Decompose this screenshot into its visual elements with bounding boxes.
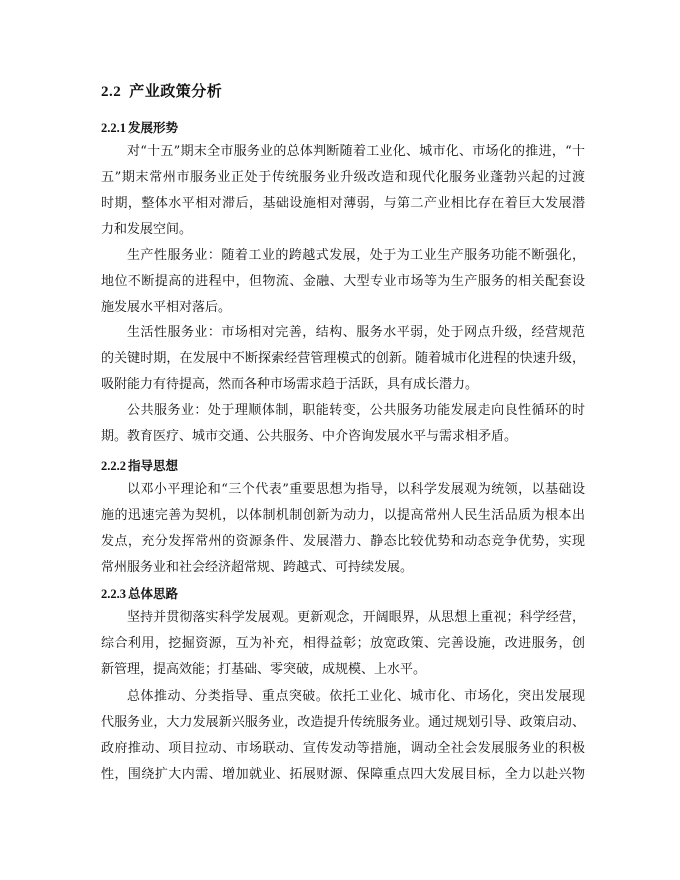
paragraph-line: 吸附能力有待提高，然而各种市场需求趋于活跃，具有成长潜力。 [101, 377, 479, 392]
paragraph-line: 以邓小平理论和“三个代表”重要思想为指导，以科学发展观为统领，以基础设 [127, 482, 585, 497]
paragraph-line: 坚持并贯彻落实科学发展观。更新观念，开阔眼界，从思想上重视；科学经营， [127, 610, 585, 625]
paragraph-line: 公共服务业：处于理顺体制，职能转变，公共服务功能发展走向良性循环的时 [127, 403, 585, 418]
paragraph-line: 生活性服务业：市场相对完善，结构、服务水平弱，处于网点升级，经营规范 [127, 325, 585, 340]
paragraph-overall-promotion [101, 684, 585, 788]
paragraph-line: 的关键时期，在发展中不断探索经营管理模式的创新。随着城市化进程的快速升级， [101, 351, 585, 366]
subsection-title: 指导思想 [128, 458, 179, 473]
paragraph-life-services [101, 320, 585, 398]
paragraph-line: 性，围绕扩大内需、增加就业、拓展财源、保障重点四大发展目标，全力以赴兴物 [101, 767, 585, 782]
subsection-title: 总体思路 [128, 586, 179, 601]
paragraph-line: 五”期末常州市服务业正处于传统服务业升级改造和现代化服务业蓬勃兴起的过渡 [101, 170, 585, 185]
paragraph-line: 新管理，提高效能；打基础、零突破，成规模、上水平。 [101, 662, 427, 677]
paragraph-line: 总体推动、分类指导、重点突破。依托工业化、城市化、市场化，突出发展现 [127, 689, 585, 704]
section-title: 产业政策分析 [129, 82, 223, 100]
paragraph-line: 代服务业，大力发展新兴服务业，改造提升传统服务业。通过规划引导、政策启动、 [101, 715, 585, 730]
paragraph-line: 时期，整体水平相对滞后，基础设施相对薄弱，与第二产业相比存在着巨大发展潜 [101, 196, 585, 211]
paragraph-line: 施的迅速完善为契机，以体制机制创新为动力，以提高常州人民生活品质为根本出 [101, 508, 585, 523]
paragraph-line: 政府推动、项目拉动、市场联动、宣传发动等措施，调动全社会发展服务业的积极 [101, 741, 585, 756]
paragraph-line: 发点，充分发挥常州的资源条件、发展潜力、静态比较优势和动态竞争优势，实现 [101, 534, 585, 549]
paragraph-guiding-ideology [101, 477, 585, 581]
paragraph-productive-services [101, 243, 585, 321]
subsection-heading-overall-approach [101, 584, 178, 602]
section-number: 2.2 [101, 84, 122, 100]
subsection-heading-development-situation [101, 118, 178, 136]
section-heading [101, 80, 222, 101]
subsection-number: 2.2.1 [101, 121, 126, 135]
paragraph-line: 地位不断提高的进程中，但物流、金融、大型专业市场等为生产服务的相关配套设 [101, 274, 585, 289]
paragraph-line: 力和发展空间。 [101, 222, 193, 237]
paragraph-line: 施发展水平相对落后。 [101, 300, 232, 315]
paragraph-line: 常州服务业和社会经济超常规、跨越式、可持续发展。 [101, 560, 414, 575]
paragraph-line: 综合利用，挖掘资源，互为补充，相得益彰；放宽政策、完善设施，改进服务，创 [101, 636, 585, 651]
paragraph-line: 对“十五”期末全市服务业的总体判断随着工业化、城市化、市场化的推进，“十 [127, 144, 585, 159]
subsection-title: 发展形势 [128, 120, 179, 135]
paragraph-line: 期。教育医疗、城市交通、公共服务、中介咨询发展水平与需求相矛盾。 [101, 429, 518, 444]
paragraph-overall-judgment [101, 139, 585, 243]
paragraph-public-services [101, 398, 585, 450]
paragraph-line: 生产性服务业：随着工业的跨越式发展，处于为工业生产服务功能不断强化， [127, 248, 585, 263]
subsection-number: 2.2.3 [101, 587, 126, 601]
paragraph-scientific-development [101, 605, 585, 683]
subsection-number: 2.2.2 [101, 459, 126, 473]
subsection-heading-guiding-ideology [101, 456, 178, 474]
